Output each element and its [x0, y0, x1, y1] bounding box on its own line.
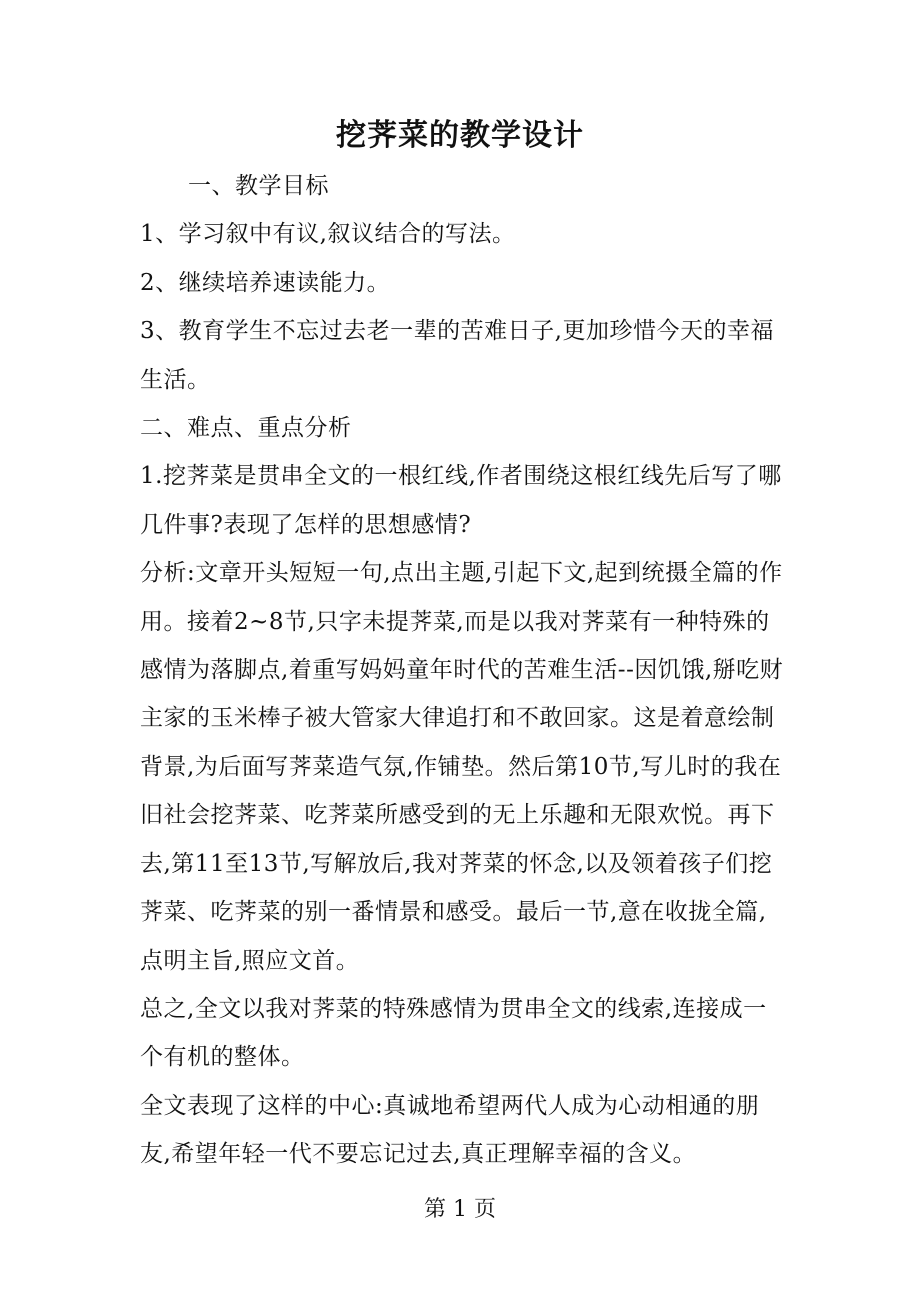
summary-paragraph: 总之,全文以我对荠菜的特殊感情为贯串全文的线索,连接成一个有机的整体。	[140, 995, 767, 1071]
goal-1: 1、学习叙中有议,叙议结合的写法。	[140, 221, 516, 248]
analysis-paragraph: 分析:文章开头短短一句,点出主题,引起下文,起到统摄全篇的作用。接着2~8节,只字未提荠菜,而是以我对荠菜有一种特殊的感情为落脚点,着重写妈妈童年时代的苦难生活--因饥饿,掰吃财主家的玉米棒子被大管家大律追打和不敢回家。这是着意绘制背景,为后面写荠菜造气氛,作铺垫。然后第10节,写儿时的我在旧社会挖荠菜、吃荠菜所感受到的无上乐趣和无限欢悦。再下去,第11至13节,写解放后,我对荠菜的怀念,以及领着孩子们挖荠菜、吃荠菜的别一番情景和感受。最后一节,意在收拢全篇,点明主旨,照应文首。	[140, 560, 784, 974]
document-title: 挖荠菜的教学设计	[336, 118, 584, 153]
document-body	[140, 162, 785, 1179]
goal-2: 2、继续培养速读能力。	[140, 269, 391, 296]
page-number: 第 1 页	[424, 1197, 496, 1222]
center-idea-paragraph: 全文表现了这样的中心:真诚地希望两代人成为心动相通的朋友,希望年轻一代不要忘记过去,真正理解幸福的含义。	[140, 1092, 760, 1168]
goal-3: 3、教育学生不忘过去老一辈的苦难日子,更加珍惜今天的幸福生活。	[140, 318, 774, 393]
section-heading-analysis: 二、难点、重点分析	[140, 415, 352, 442]
question-1: 1.挖荠菜是贯串全文的一根红线,作者围绕这根红线先后写了哪几件事?表现了怎样的思想感情?	[140, 463, 782, 538]
section-heading-goals: 一、教学目标	[188, 173, 329, 199]
